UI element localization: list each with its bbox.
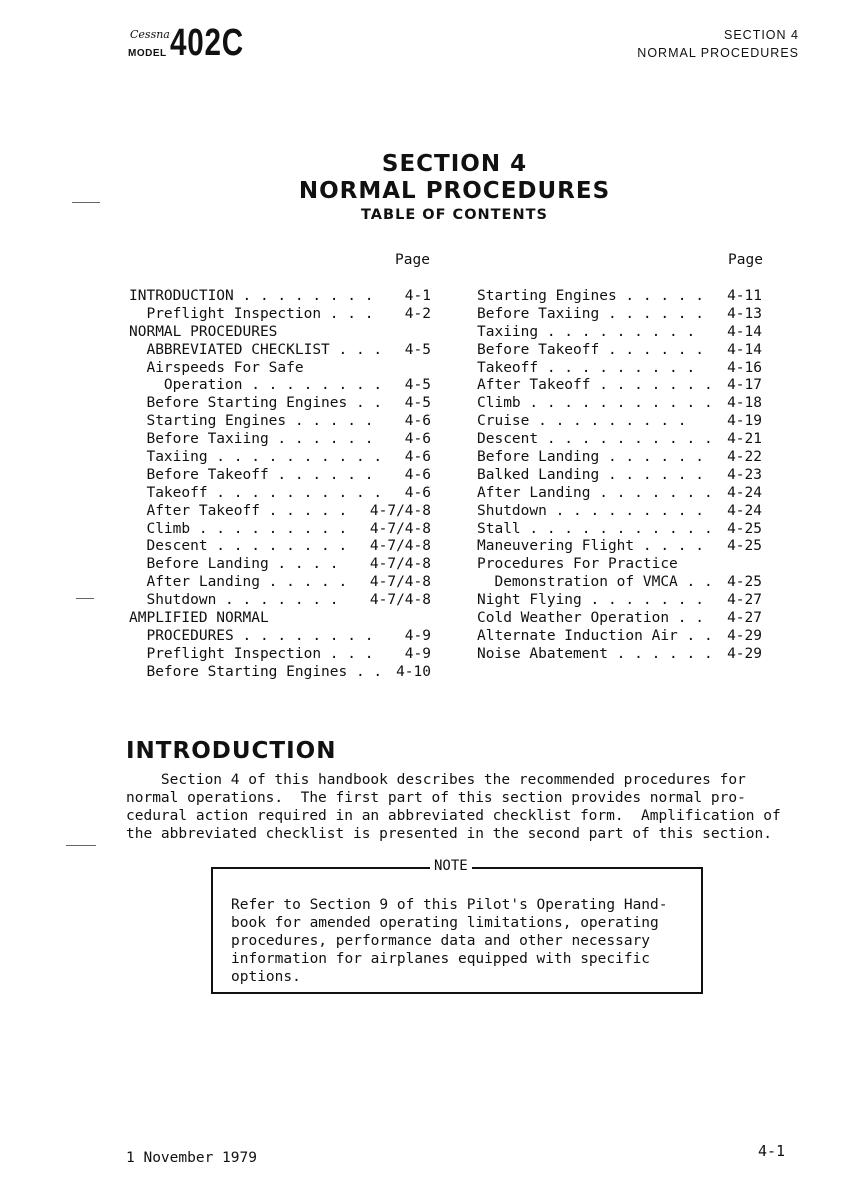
toc-entry-page: 4-7/4-8: [369, 592, 431, 609]
toc-entry: [129, 628, 449, 646]
toc-entry-page: 4-9: [404, 645, 431, 662]
toc-entry-label: Descent . . . . . . . . . .: [477, 431, 713, 448]
toc-entry-page: 4-17: [727, 377, 762, 394]
cessna-logo: [128, 22, 268, 66]
brand-name: Cessna: [130, 28, 170, 41]
page-title-block: [0, 150, 849, 225]
toc-entry-label: Shutdown . . . . . . .: [129, 592, 339, 609]
toc-entry-page: 4-14: [727, 323, 762, 340]
toc-entry: [477, 467, 777, 485]
toc-entry-label: After Takeoff . . . . . . .: [477, 377, 713, 394]
note-label: NOTE: [430, 858, 472, 874]
toc-entry-page: 4-6: [404, 466, 431, 483]
toc-entry-label: Balked Landing . . . . . .: [477, 466, 704, 483]
toc-entry: [477, 288, 777, 306]
toc-entry: [477, 324, 777, 342]
toc-entry-page: 4-7/4-8: [369, 502, 431, 519]
toc-entry-page: 4-21: [727, 431, 762, 448]
introduction-paragraph: Section 4 of this handbook describes the recommended procedures for normal operations. The first part of this section provides normal pro- cedural action required in an abbreviated checklist form. Amplification of the abbreviated checklist is presented in the second part of this section.: [126, 772, 781, 842]
footer-page-number: 4-1: [758, 1142, 786, 1160]
toc-left-column: [129, 288, 449, 682]
toc-entry: [477, 592, 777, 610]
scan-mark: [76, 598, 94, 599]
toc-entry: [129, 324, 449, 342]
running-header: [637, 26, 799, 62]
toc-entry-label: Descent . . . . . . . .: [129, 538, 348, 555]
toc-entry-label: Stall . . . . . . . . . . .: [477, 520, 713, 537]
toc-entry-page: 4-10: [396, 663, 431, 680]
toc-entry-label: Takeoff . . . . . . . . .: [477, 359, 696, 376]
toc-entry: [129, 360, 449, 378]
toc-entry: [477, 521, 777, 539]
scan-mark: [72, 202, 100, 203]
toc-entry-label: AMPLIFIED NORMAL: [129, 610, 269, 627]
toc-entry-page: 4-6: [404, 413, 431, 430]
toc-entry: [129, 592, 449, 610]
toc-entry-label: Alternate Induction Air . .: [477, 627, 713, 644]
note-text: Refer to Section 9 of this Pilot's Operating Hand- book for amended operating limitations, operating procedures, performance data and other necessary information for airplanes equipped with specific options.: [231, 897, 668, 985]
toc-entry: [129, 288, 449, 306]
toc-entry-page: 4-2: [404, 305, 431, 322]
toc-entry: [129, 449, 449, 467]
toc-entry: [477, 413, 777, 431]
toc-entry: [477, 342, 777, 360]
toc-entry-label: Taxiing . . . . . . . . . .: [129, 449, 383, 466]
toc-entry-page: 4-7/4-8: [369, 574, 431, 591]
toc-entry-page: 4-16: [727, 359, 762, 376]
toc-entry-page: 4-25: [727, 574, 762, 591]
toc-entry-label: Climb . . . . . . . . .: [129, 520, 348, 537]
toc-entry-label: Before Takeoff . . . . . .: [477, 341, 704, 358]
toc-entry: [477, 449, 777, 467]
toc-entry-page: 4-9: [404, 627, 431, 644]
toc-entry: [129, 485, 449, 503]
page-subtitle: NORMAL PROCEDURES: [298, 178, 611, 204]
toc-entry: [129, 413, 449, 431]
running-section-title: NORMAL PROCEDURES: [637, 46, 799, 60]
toc-entry-label: Operation . . . . . . . .: [129, 377, 383, 394]
toc-entry-label: Airspeeds For Safe: [129, 359, 304, 376]
toc-entry-page: 4-13: [727, 305, 762, 322]
toc-entry-page: 4-5: [404, 377, 431, 394]
toc-entry-label: Noise Abatement . . . . . .: [477, 645, 713, 662]
toc-entry-page: 4-27: [727, 610, 762, 627]
toc-entry: [129, 467, 449, 485]
model-label: MODEL: [128, 48, 167, 59]
toc-entry: [129, 538, 449, 556]
toc-entry-page: 4-25: [727, 520, 762, 537]
toc-entry-page: 4-18: [727, 395, 762, 412]
toc-entry-page: 4-24: [727, 484, 762, 501]
toc-entry: [129, 556, 449, 574]
toc-entry: [477, 377, 777, 395]
toc-entry-label: Before Starting Engines . .: [129, 395, 383, 412]
toc-entry: [129, 574, 449, 592]
toc-entry-label: Starting Engines . . . . .: [129, 413, 374, 430]
model-number: 402C: [170, 22, 244, 64]
toc-entry-label: After Landing . . . . . . .: [477, 484, 713, 501]
toc-entry-label: Before Taxiing . . . . . .: [477, 305, 704, 322]
toc-entry: [477, 538, 777, 556]
toc-entry-label: NORMAL PROCEDURES: [129, 323, 278, 340]
toc-entry-page: 4-7/4-8: [369, 556, 431, 573]
toc-entry-page: 4-6: [404, 449, 431, 466]
toc-entry: [477, 610, 777, 628]
toc-entry-label: Cold Weather Operation . .: [477, 610, 704, 627]
toc-entry-label: Climb . . . . . . . . . . .: [477, 395, 713, 412]
toc-entry-label: INTRODUCTION . . . . . . . .: [129, 288, 374, 304]
toc-entry-page: 4-6: [404, 484, 431, 501]
toc-entry-page: 4-29: [727, 645, 762, 662]
toc-right-page-header: Page: [728, 252, 763, 268]
page-title: SECTION 4: [381, 151, 528, 177]
toc-entry-page: 4-11: [727, 288, 762, 304]
toc-entry: [477, 646, 777, 664]
footer-date: 1 November 1979: [126, 1150, 257, 1166]
toc-entry-label: Starting Engines . . . . .: [477, 288, 704, 304]
toc-entry: [477, 485, 777, 503]
toc-entry: [129, 306, 449, 324]
toc-entry-page: 4-24: [727, 502, 762, 519]
toc-entry-label: After Takeoff . . . . .: [129, 502, 348, 519]
toc-entry-page: 4-19: [727, 413, 762, 430]
toc-entry-label: Preflight Inspection . . .: [129, 645, 374, 662]
toc-entry-label: Preflight Inspection . . .: [129, 305, 374, 322]
toc-entry-label: Demonstration of VMCA . .: [477, 574, 713, 591]
toc-entry-label: Taxiing . . . . . . . . .: [477, 323, 696, 340]
toc-entry: [477, 574, 777, 592]
toc-entry-label: Night Flying . . . . . . .: [477, 592, 704, 609]
toc-entry-label: Shutdown . . . . . . . . .: [477, 502, 704, 519]
introduction-heading: INTRODUCTION: [126, 738, 337, 764]
toc-entry-label: PROCEDURES . . . . . . . .: [129, 627, 374, 644]
toc-entry: [477, 395, 777, 413]
toc-entry: [129, 664, 449, 682]
toc-entry: [129, 610, 449, 628]
toc-entry-page: 4-1: [404, 288, 431, 304]
toc-entry: [129, 503, 449, 521]
toc-entry-label: Takeoff . . . . . . . . . .: [129, 484, 383, 501]
toc-entry-label: Before Taxiing . . . . . .: [129, 431, 374, 448]
toc-entry-label: Before Landing . . . . . .: [477, 449, 704, 466]
toc-entry: [477, 360, 777, 378]
toc-entry-label: Before Landing . . . .: [129, 556, 339, 573]
toc-entry: [477, 306, 777, 324]
toc-entry: [477, 628, 777, 646]
toc-entry-page: 4-22: [727, 449, 762, 466]
toc-entry: [129, 646, 449, 664]
toc-entry-label: Procedures For Practice: [477, 556, 678, 573]
toc-entry-page: 4-14: [727, 341, 762, 358]
toc-entry-label: Before Starting Engines . .: [129, 663, 383, 680]
toc-entry: [129, 395, 449, 413]
toc-entry-label: Before Takeoff . . . . . .: [129, 466, 374, 483]
toc-entry: [477, 556, 777, 574]
toc-heading: TABLE OF CONTENTS: [361, 207, 548, 223]
toc-entry: [129, 521, 449, 539]
toc-entry-page: 4-25: [727, 538, 762, 555]
toc-entry-label: Cruise . . . . . . . . .: [477, 413, 687, 430]
toc-entry-page: 4-5: [404, 341, 431, 358]
toc-left-page-header: Page: [395, 252, 430, 268]
toc-entry-label: Maneuvering Flight . . . .: [477, 538, 704, 555]
toc-entry-page: 4-29: [727, 627, 762, 644]
toc-entry-page: 4-27: [727, 592, 762, 609]
toc-entry-page: 4-7/4-8: [369, 520, 431, 537]
toc-entry: [477, 503, 777, 521]
toc-entry-label: ABBREVIATED CHECKLIST . . .: [129, 341, 383, 358]
toc-entry: [129, 431, 449, 449]
toc-entry: [129, 377, 449, 395]
toc-entry-page: 4-23: [727, 466, 762, 483]
running-section-label: SECTION 4: [724, 28, 799, 42]
toc-entry-page: 4-5: [404, 395, 431, 412]
toc-entry-page: 4-7/4-8: [369, 538, 431, 555]
toc-right-column: [477, 288, 777, 664]
toc-entry: [477, 431, 777, 449]
toc-entry-page: 4-6: [404, 431, 431, 448]
scan-mark: [66, 845, 96, 846]
toc-entry: [129, 342, 449, 360]
toc-entry-label: After Landing . . . . .: [129, 574, 348, 591]
